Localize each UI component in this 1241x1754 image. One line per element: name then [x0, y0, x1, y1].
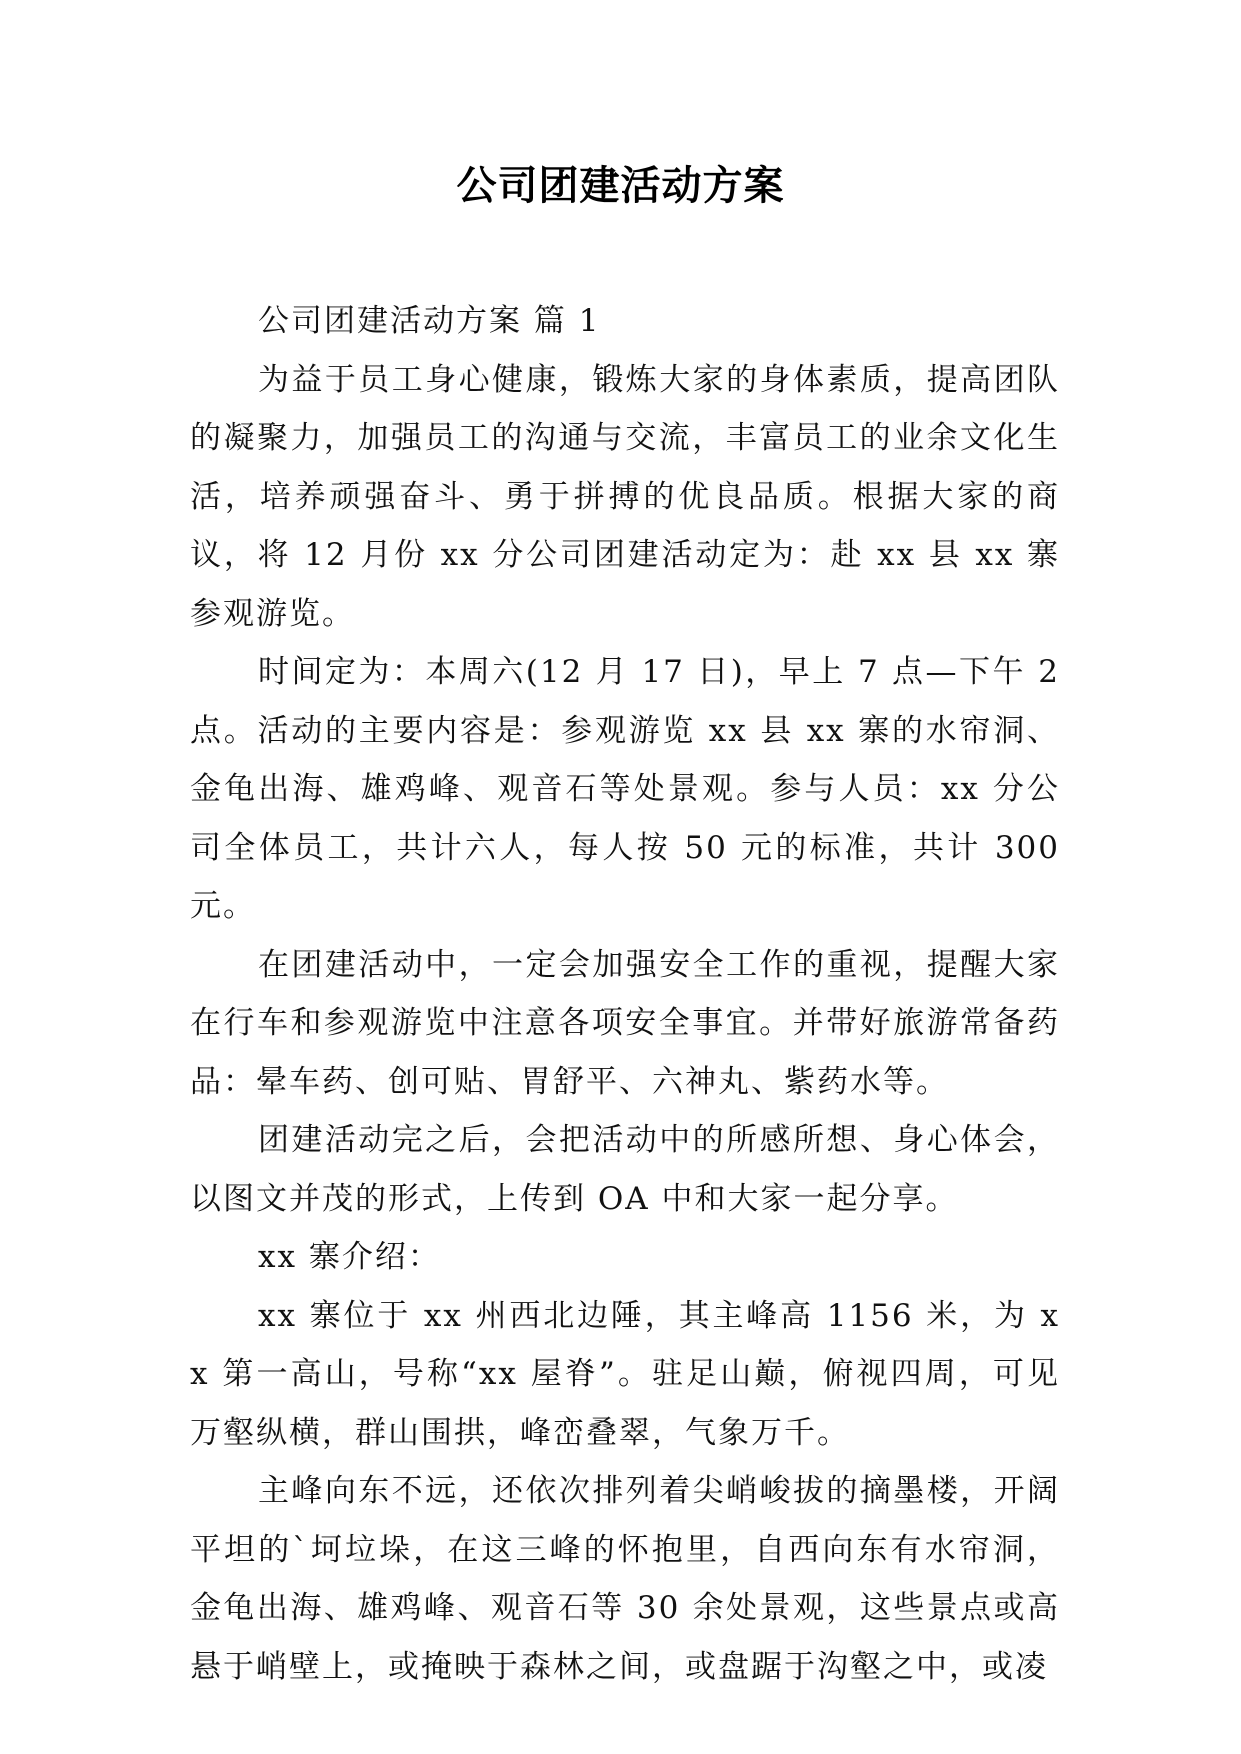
section-heading: 公司团建活动方案 篇 1 [258, 303, 601, 339]
paragraph-schedule: 时间定为：本周六(12 月 17 日)，早上 7 点—下午 2 点。活动的主要内容是：参观游览 xx 县 xx 寨的水帘洞、金龟出海、雄鸡峰、观音石等处景观。参与人员：xx 分公司全体员工，共计六人，每人按 50 元的标准，共计 300 元。 [190, 654, 1060, 924]
document-title: 公司团建活动方案 [456, 163, 785, 209]
paragraph-intro-location: xx 寨位于 xx 州西北边陲，其主峰高 1156 米，为 xx 第一高山，号称“xx 屋脊”。驻足山巅，俯视四周，可见万壑纵横，群山围拱，峰峦叠翠，气象万千。 [190, 1297, 1060, 1451]
paragraph-intro-heading: xx 寨介绍： [258, 1239, 441, 1275]
paragraph-sharing: 团建活动完之后，会把活动中的所感所想、身心体会，以图文并茂的形式，上传到 OA 中和大家一起分享。 [190, 1122, 1060, 1217]
paragraph-safety: 在团建活动中，一定会加强安全工作的重视，提醒大家在行车和参观游览中注意各项安全事宜。并带好旅游常备药品：晕车药、创可贴、胃舒平、六神丸、紫药水等。 [190, 946, 1060, 1100]
paragraph-purpose: 为益于员工身心健康，锻炼大家的身体素质，提高团队的凝聚力，加强员工的沟通与交流，丰富员工的业余文化生活，培养顽强奋斗、勇于拼搏的优良品质。根据大家的商议，将 12 月份 xx 分公司团建活动定为：赴 xx 县 xx 寨参观游览。 [190, 361, 1060, 632]
paragraph-intro-scenery: 主峰向东不远，还依次排列着尖峭峻拔的摘墨楼，开阔平坦的`坷垃垛，在这三峰的怀抱里，自西向东有水帘洞，金龟出海、雄鸡峰、观音石等 30 余处景观，这些景点或高悬于峭壁上，或掩映于森林之间，或盘踞于沟壑之中，或凌 [190, 1473, 1060, 1685]
document-body [190, 292, 1060, 1696]
